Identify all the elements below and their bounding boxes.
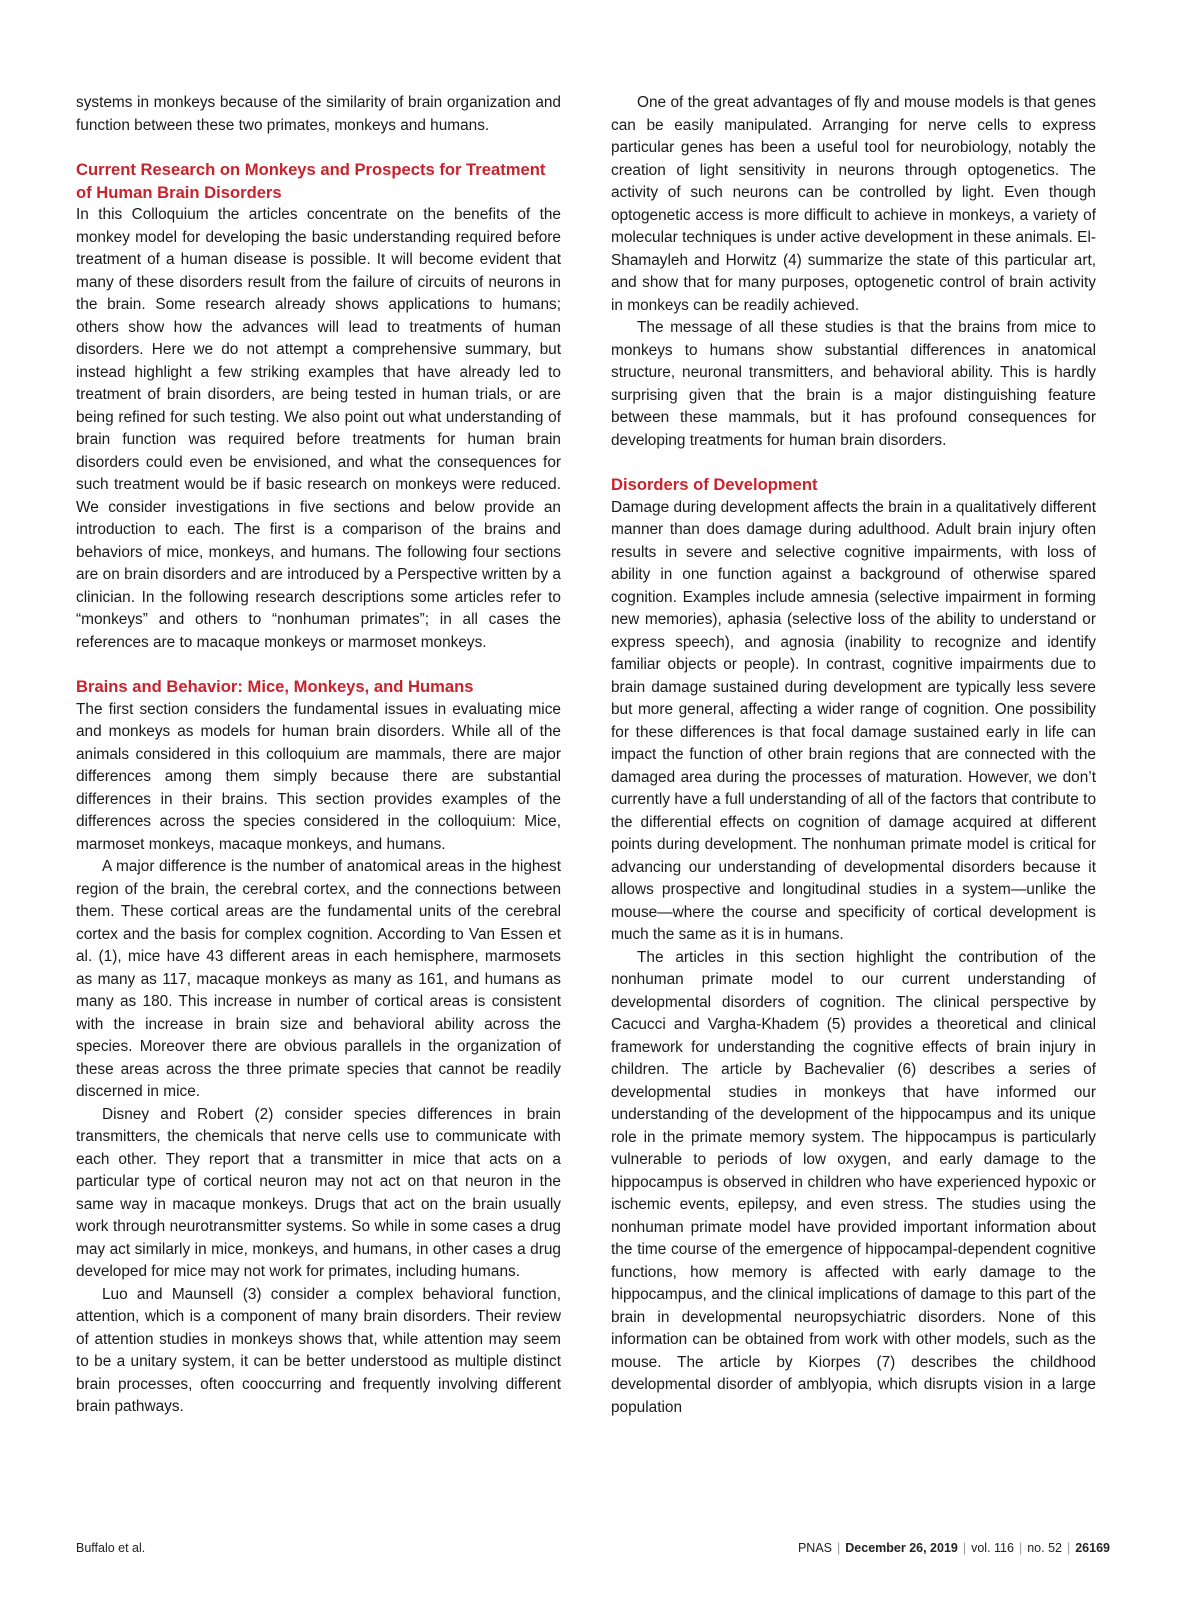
- footer-separator: |: [1018, 1541, 1023, 1555]
- footer-journal: PNAS: [797, 1541, 833, 1555]
- left-column: [76, 92, 561, 1419]
- footer-date: December 26, 2019: [845, 1541, 958, 1555]
- footer-citation: [798, 1540, 1110, 1556]
- paragraph-transmitters: Disney and Robert (2) consider species differences in brain transmitters, the chemicals that nerve cells use to communicate with each other. They report that a transmitter in mice that acts on a particular type of cortical neuron may not act on that neuron in the same way in macaque monkeys. Drugs that act on the brain usually work through neurotransmitter systems. So while in some cases a drug may act similarly in mice, monkeys, and humans, in other cases a drug developed for mice may not work for primates, including humans.: [76, 1105, 561, 1280]
- paragraph-first-section: The first section considers the fundamental issues in evaluating mice and monkeys as models for human brain disorders. While all of the animals considered in this colloquium are mammals, there are major differences among them simply because there are substantial differences in their brains. This section provides examples of the differences across the species considered in the colloquium: Mice, marmoset monkeys, macaque monkeys, and humans.: [76, 700, 561, 853]
- footer-separator: |: [837, 1541, 841, 1555]
- section-heading-brains-and-behavior: Brains and Behavior: Mice, Monkeys, and Humans: [76, 677, 474, 696]
- footer-separator: |: [1066, 1541, 1071, 1555]
- paragraph-section-articles: The articles in this section highlight the contribution of the nonhuman primate model to our current understanding of developmental disorders of cognition. The clinical perspective by Cacucci and Vargha-Khadem (5) provides a theoretical and clinical framework for understanding the cognitive effects of brain injury in children. The article by Bachevalier (6) describes a series of developmental studies in monkeys that have informed our understanding of the development of the hippocampus and its unique role in the primate memory system. The hippocampus is particularly vulnerable to periods of low oxygen, and early damage to the hippocampus is observed in children who have experienced hypoxic or ischemic events, epilepsy, and even stress. The studies using the nonhuman primate model have provided important information about the time course of the emergence of hippocampal-dependent cognitive functions, how memory is affected with early damage to the hippocampus, and the clinical implications of damage to this part of the brain in developmental neuropsychiatric disorders. None of this information can be obtained from work with other models, such as the mouse. The article by Kiorpes (7) describes the childhood developmental disorder of amblyopia, which disrupts vision in a large population: [611, 948, 1096, 1416]
- paragraph-colloquium-overview: In this Colloquium the articles concentrate on the benefits of the monkey model for developing the basic understanding required before treatment of a human disease is possible. It will become evident that many of these disorders result from the failure of circuits of neurons in the brain. Some research already shows applications to humans; others show how the advances will lead to treatments of human disorders. Here we do not attempt a comprehensive summary, but instead highlight a few striking examples that have already led to treatment of brain disorders, are being tested in human trials, or are being refined for such testing. We also point out what understanding of brain function was required before treatments for human brain disorders could even be envisioned, and what the consequences for such treatment would be if basic research on monkeys were reduced. We consider investigations in five sections and below provide an introduction to each. The first is a comparison of the brains and behaviors of mice, monkeys, and humans. The following four sections are on brain disorders and are introduced by a Perspective written by a clinician. In the following research descriptions some articles refer to “monkeys” and others to “nonhuman primates”; in all cases the references are to macaque monkeys or marmoset monkeys.: [76, 206, 561, 651]
- paragraph-message: The message of all these studies is that the brains from mice to monkeys to humans show substantial differences in anatomical structure, neuronal transmitters, and behavioral ability. This is hardly surprising given that the brain is a major distinguishing feature between these mammals, but it has profound consequences for developing treatments for human brain disorders.: [611, 319, 1096, 449]
- section-heading-disorders-of-development: Disorders of Development: [611, 475, 818, 494]
- footer-separator: |: [962, 1541, 967, 1555]
- footer-number: no. 52: [1027, 1541, 1062, 1555]
- paragraph-cortical-areas: A major difference is the number of anatomical areas in the highest region of the brain, the cerebral cortex, and the connections between them. These cortical areas are the fundamental units of the cerebral cortex and the basis for complex cognition. According to Van Essen et al. (1), mice have 43 different areas in each hemisphere, marmosets as many as 117, macaque monkeys as many as 161, and humans as many as 180. This increase in number of cortical areas is consistent with the increase in brain size and behavioral ability across the species. Moreover there are obvious parallels in the organization of these areas across the three primate species that cannot be readily discerned in mice.: [76, 858, 561, 1100]
- footer-page-number: 26169: [1075, 1541, 1110, 1555]
- paragraph-optogenetics: One of the great advantages of fly and mouse models is that genes can be easily manipulated. Arranging for nerve cells to express particular genes has been a useful tool for neurobiology, notably the creation of light sensitivity in neurons through optogenetics. The activity of such neurons can be controlled by light. Even though optogenetic access is more difficult to achieve in monkeys, a variety of molecular techniques is under active development in these animals. El-Shamayleh and Horwitz (4) summarize the state of this particular art, and show that for many purposes, optogenetic control of brain activity in monkeys can be readily achieved.: [611, 94, 1096, 314]
- right-column: [611, 92, 1096, 1419]
- paragraph-continued: systems in monkeys because of the similarity of brain organization and function between these two primates, monkeys and humans.: [76, 94, 561, 134]
- footer-volume: vol. 116: [971, 1541, 1014, 1555]
- paragraph-attention: Luo and Maunsell (3) consider a complex behavioral function, attention, which is a component of many brain disorders. Their review of attention studies in monkeys shows that, while attention may seem to be a unitary system, it can be better understood as multiple distinct brain processes, often cooccurring and frequently involving different brain pathways.: [76, 1285, 561, 1415]
- paragraph-development-damage: Damage during development affects the brain in a qualitatively different manner than does damage during adulthood. Adult brain injury often results in severe and selective cognitive impairments, with loss of ability in one function against a background of otherwise spared cognition. Examples include amnesia (selective impairment in forming new memories), aphasia (selective loss of the ability to understand or express speech), and agnosia (inability to recognize and identify familiar objects or people). In contrast, cognitive impairments due to brain damage sustained during development are typically less severe but more general, affecting a wider range of cognition. One possibility for these differences is that focal damage sustained early in life can impact the function of other brain regions that are connected with the damaged area during the processes of maturation. However, we don’t currently have a full understanding of all of the factors that contribute to the differential effects on cognition of damage acquired at different points during development. The nonhuman primate model is critical for advancing our understanding of developmental disorders because it allows prospective and longitudinal studies in a system—unlike the mouse—where the course and specificity of cortical development is much the same as it is in humans.: [611, 498, 1096, 943]
- section-heading-current-research: Current Research on Monkeys and Prospects for Treatment of Human Brain Disorders: [76, 160, 546, 202]
- footer-authors: Buffalo et al.: [76, 1541, 146, 1555]
